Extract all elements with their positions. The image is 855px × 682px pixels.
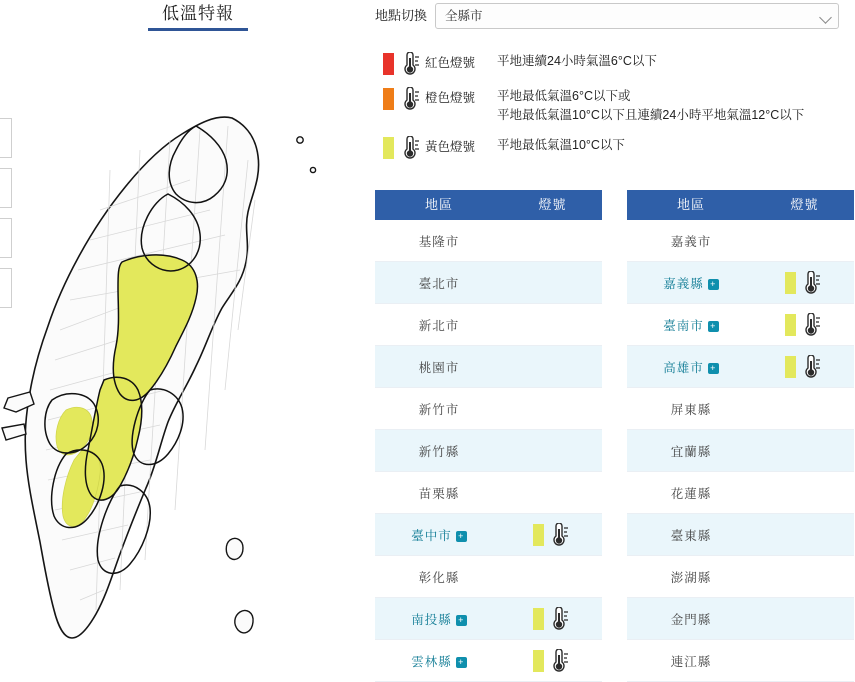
expand-icon[interactable]: + (708, 321, 719, 332)
legend-desc-orange (497, 87, 804, 125)
row-area-name: 宜蘭縣 (670, 444, 712, 459)
row-area-name: 花蓮縣 (670, 486, 712, 501)
row-area-name[interactable]: 雲林縣 + (375, 652, 503, 670)
row-signal (503, 607, 602, 631)
expand-icon[interactable]: + (708, 363, 719, 374)
location-select[interactable] (435, 3, 839, 29)
chevron-down-icon (819, 11, 832, 24)
row-area-name: 新竹市 (418, 402, 460, 417)
row-signal (755, 313, 854, 337)
row-signal (503, 649, 602, 673)
row-area-name: 臺東縣 (670, 528, 712, 543)
table-row[interactable] (627, 262, 854, 304)
row-area-name: 臺北市 (418, 276, 460, 291)
thermometer-icon (397, 87, 423, 111)
legend-desc-orange-line2: 平地最低氣溫10°C以下且連續24小時平地氣溫12°C以下 (497, 108, 805, 122)
legend-swatch-yellow (383, 137, 394, 159)
legend-item-red (383, 52, 853, 76)
row-area-name[interactable]: 臺南市 + (627, 316, 755, 334)
legend-desc-red-line1: 平地連續24小時氣溫6°C以下 (497, 54, 657, 68)
thermometer-icon (546, 523, 572, 547)
legend-name-red: 紅色燈號 (425, 56, 476, 70)
legend-desc-orange-line1: 平地最低氣溫6°C以下或 (497, 89, 631, 103)
table-row (375, 346, 602, 388)
table-row[interactable] (375, 598, 602, 640)
thermometer-icon (397, 136, 423, 160)
row-area-name: 新竹縣 (418, 444, 460, 459)
legend-item-orange (383, 87, 853, 125)
signal-swatch (533, 524, 544, 546)
thermometer-icon (546, 649, 572, 673)
header-area: 地區 (676, 197, 705, 212)
table-row (627, 220, 854, 262)
table-row[interactable] (375, 640, 602, 682)
row-area-name[interactable]: 臺中市 + (375, 526, 503, 544)
thermometer-icon (798, 355, 824, 379)
table-row (375, 262, 602, 304)
thermometer-icon (798, 313, 824, 337)
legend-name-orange: 橙色燈號 (425, 91, 476, 105)
legend-swatch-red (383, 53, 394, 75)
table-row (627, 430, 854, 472)
row-area-name: 連江縣 (670, 654, 712, 669)
table-row (375, 430, 602, 472)
signal-swatch (785, 272, 796, 294)
table-row (375, 304, 602, 346)
location-selector-label: 地點切換 (375, 8, 428, 23)
area-table-left (375, 190, 602, 682)
legend-desc-yellow (497, 136, 625, 155)
table-row (627, 388, 854, 430)
header-area: 地區 (424, 197, 453, 212)
expand-icon[interactable]: + (708, 279, 719, 290)
signal-swatch (785, 314, 796, 336)
legend-name-yellow: 黃色燈號 (425, 140, 476, 154)
row-area-name: 屏東縣 (670, 402, 712, 417)
row-area-name: 嘉義市 (670, 234, 712, 249)
table-body-left (375, 220, 602, 682)
table-row[interactable] (375, 514, 602, 556)
table-row (375, 220, 602, 262)
row-signal (755, 355, 854, 379)
location-select-value: 全縣市 (445, 9, 483, 23)
table-row (627, 598, 854, 640)
legend-item-yellow (383, 136, 853, 160)
thermometer-icon (798, 271, 824, 295)
row-area-name: 新北市 (418, 318, 460, 333)
row-area-name[interactable]: 高雄市 + (627, 358, 755, 376)
row-area-name: 苗栗縣 (418, 486, 460, 501)
legend (383, 52, 853, 171)
expand-icon[interactable]: + (456, 615, 467, 626)
expand-icon[interactable]: + (456, 657, 467, 668)
page-title-text: 低溫特報 (162, 4, 234, 23)
row-signal (503, 523, 602, 547)
row-area-name: 澎湖縣 (670, 570, 712, 585)
taiwan-map-panel[interactable] (0, 0, 360, 682)
table-row[interactable] (627, 346, 854, 388)
row-area-name: 金門縣 (670, 612, 712, 627)
table-row[interactable] (627, 304, 854, 346)
row-area-name: 桃園市 (418, 360, 460, 375)
signal-swatch (785, 356, 796, 378)
table-row (375, 556, 602, 598)
table-body-right (627, 220, 854, 682)
row-area-name[interactable]: 南投縣 + (375, 610, 503, 628)
thermometer-icon (546, 607, 572, 631)
table-row (375, 388, 602, 430)
row-signal (755, 271, 854, 295)
warning-info-panel (375, 0, 855, 682)
legend-swatch-orange (383, 88, 394, 110)
table-row (375, 472, 602, 514)
row-area-name[interactable]: 嘉義縣 + (627, 274, 755, 292)
legend-desc-yellow-line1: 平地最低氣溫10°C以下 (497, 138, 625, 152)
area-table-right (627, 190, 854, 682)
table-row (627, 472, 854, 514)
legend-desc-red (497, 52, 657, 71)
table-row (627, 556, 854, 598)
header-signal: 燈號 (790, 197, 819, 212)
row-area-name: 基隆市 (418, 234, 460, 249)
signal-swatch (533, 608, 544, 630)
area-signal-tables (375, 190, 855, 682)
table-row (627, 640, 854, 682)
signal-swatch (533, 650, 544, 672)
row-area-name: 彰化縣 (418, 570, 460, 585)
expand-icon[interactable]: + (456, 531, 467, 542)
taiwan-map-svg[interactable] (0, 30, 360, 670)
table-header-right (627, 190, 854, 220)
header-signal: 燈號 (538, 197, 567, 212)
table-row (627, 514, 854, 556)
thermometer-icon (397, 52, 423, 76)
location-selector-row (375, 3, 839, 29)
table-header-left (375, 190, 602, 220)
